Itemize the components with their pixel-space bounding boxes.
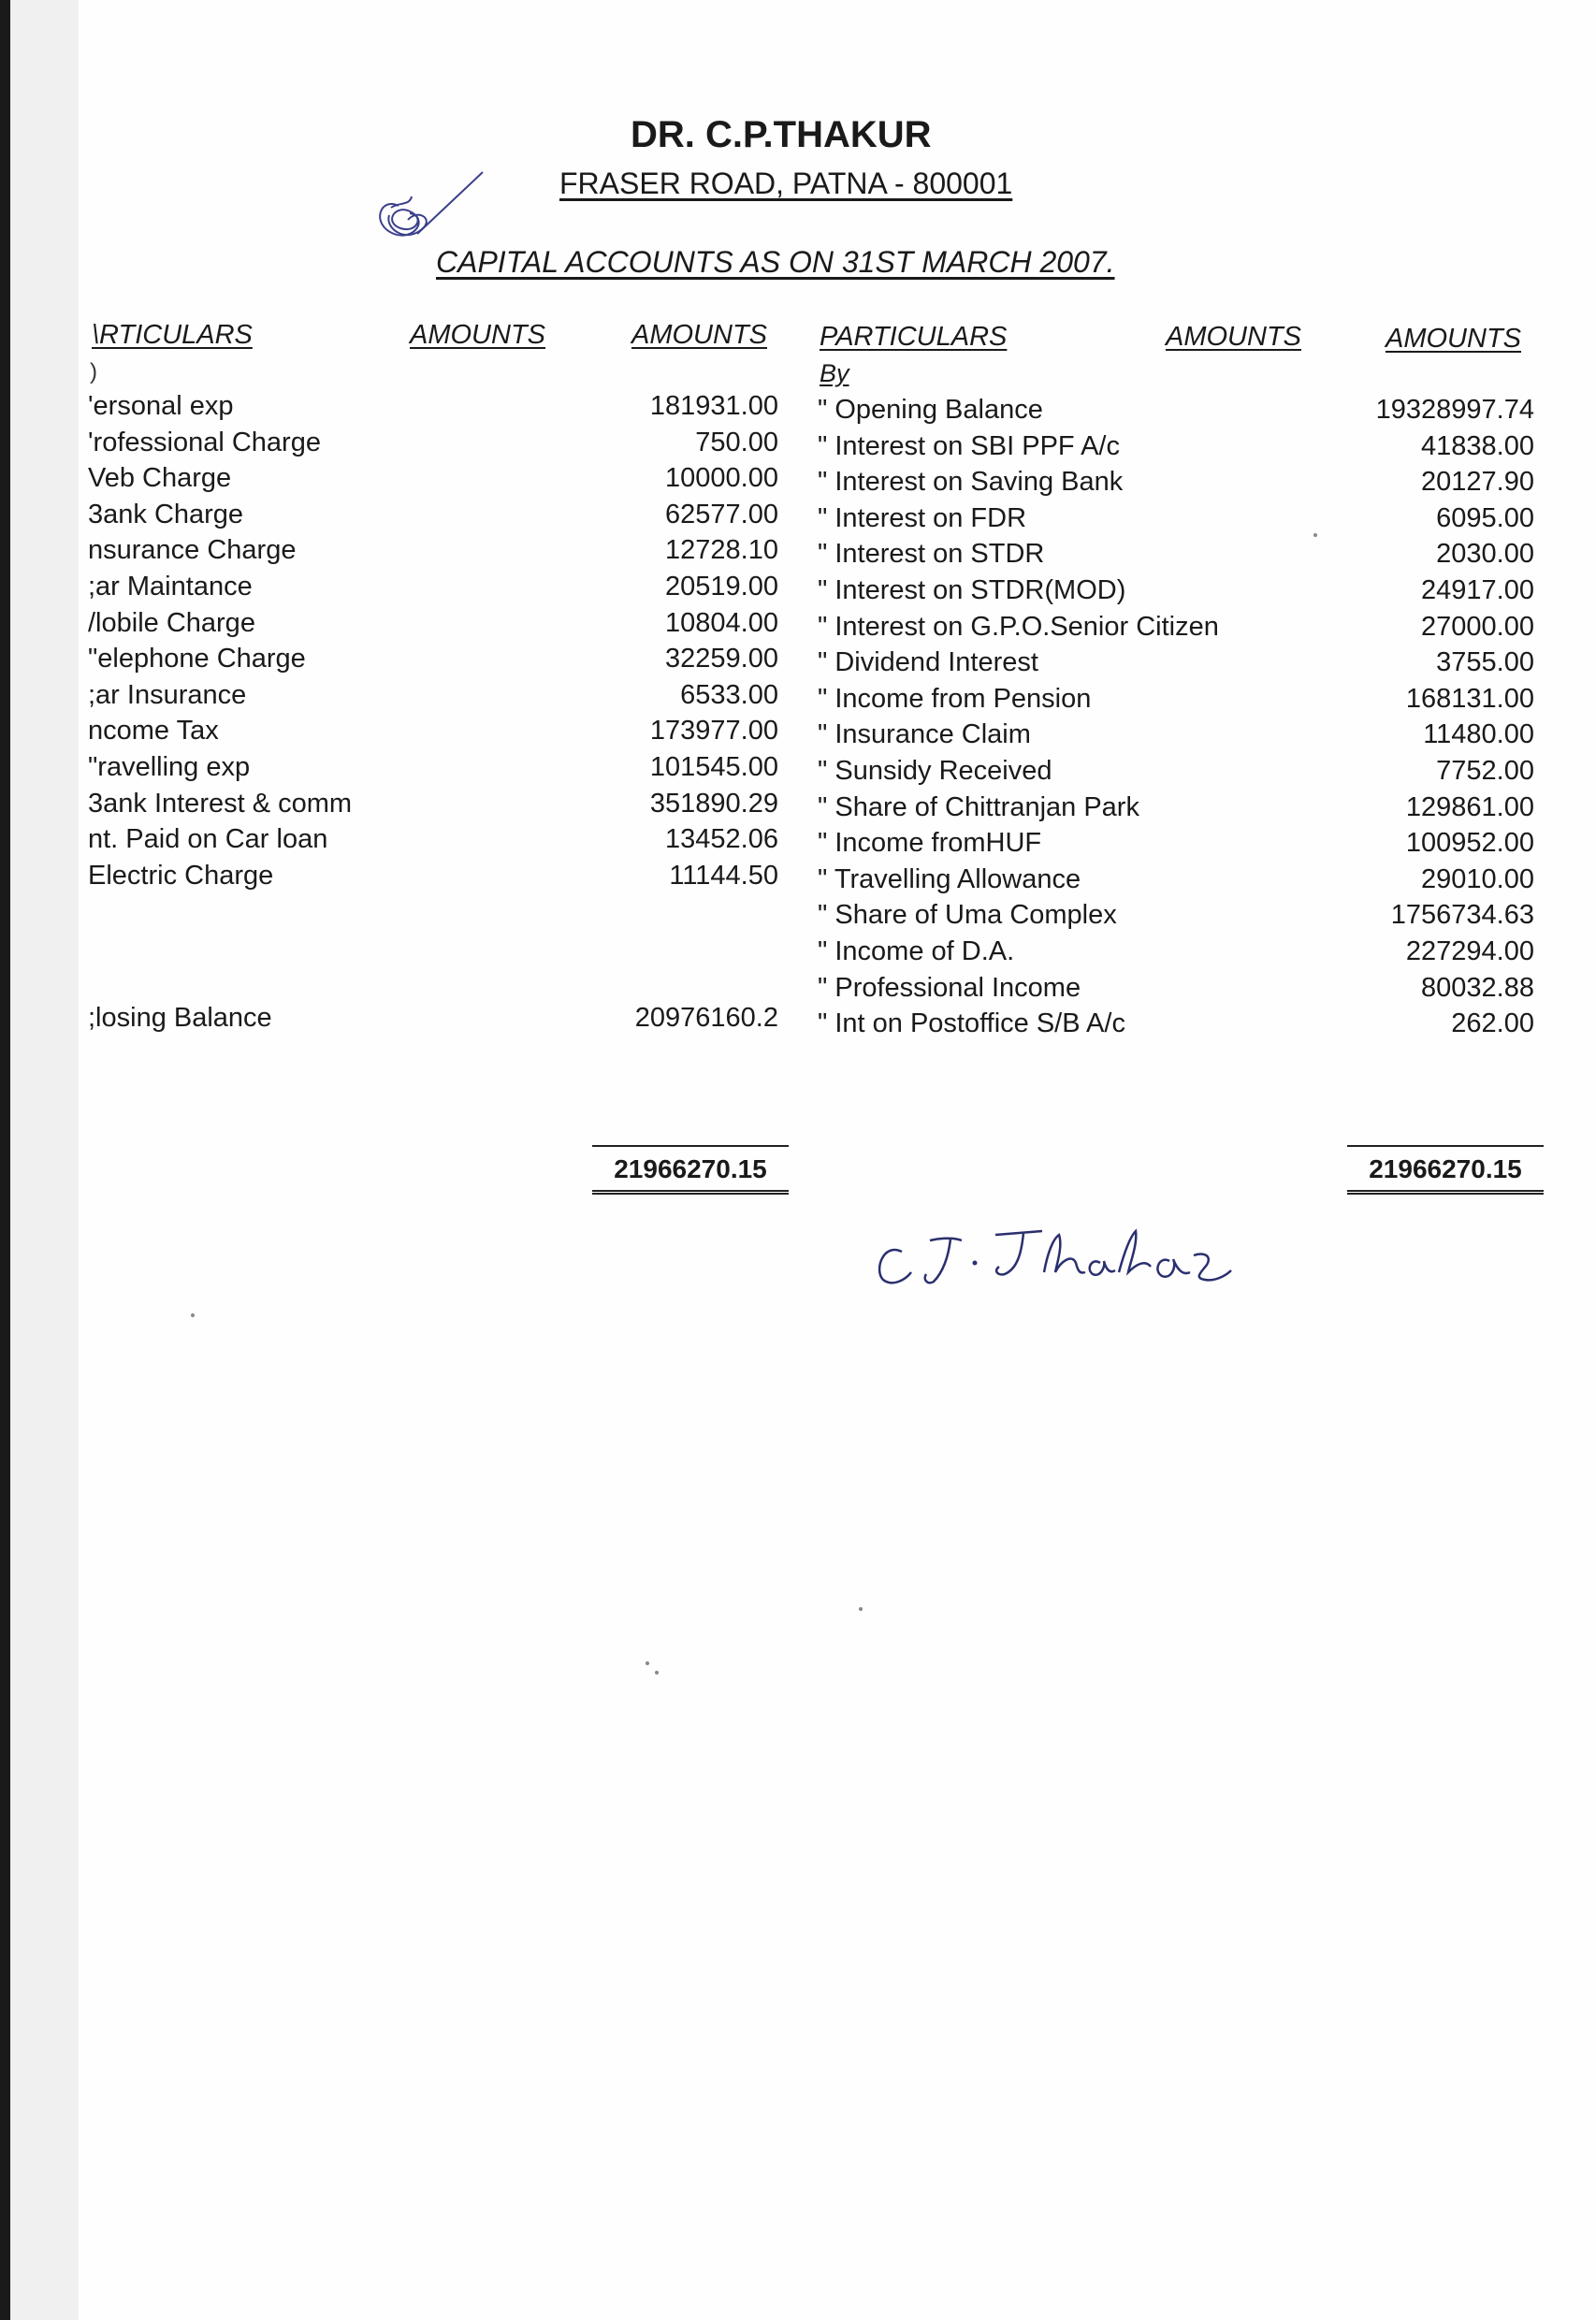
address: FRASER ROAD, PATNA - 800001 [559,167,1013,200]
credit-row-label: " Interest on SBI PPF A/c [818,430,1120,461]
debit-row-label: "ravelling exp [88,752,251,782]
credit-row-amount: 20127.90 [1421,467,1534,498]
credit-row-amount: 100952.00 [1405,828,1534,859]
initials-signature-mark [342,168,492,262]
credit-row [79,647,1534,683]
credit-row-label: " Share of Chittranjan Park [818,791,1139,822]
debit-row-amount: 13452.06 [665,824,778,855]
credit-row [79,936,1534,972]
debit-row-label: nt. Paid on Car loan [88,824,328,855]
credit-row-amount: 129861.00 [1405,791,1534,822]
credit-row-amount: 1756734.63 [1390,900,1534,931]
credit-row-amount: 7752.00 [1436,756,1534,786]
scan-speck [191,1313,195,1317]
debit-row-amount: 750.00 [695,427,778,457]
credit-row [79,395,1534,430]
credit-row [79,719,1534,755]
credit-row-label: " Dividend Interest [818,647,1038,678]
credit-row-amount: 24917.00 [1421,575,1534,605]
credit-row-label: " Share of Uma Complex [818,900,1117,931]
scan-left-strip [0,0,79,2320]
credit-row-amount: 80032.88 [1421,972,1534,1003]
credit-row [79,864,1534,900]
credit-row [79,756,1534,791]
credit-row-amount: 2030.00 [1436,539,1534,570]
debit-row-amount: 20519.00 [665,572,778,602]
left-amounts-header-1: AMOUNTS [410,320,545,350]
credit-row-amount: 227294.00 [1405,936,1534,966]
right-amounts-header-1: AMOUNTS [1166,322,1301,352]
credit-row [79,612,1534,647]
credit-row-label: " Income of D.A. [818,936,1015,966]
credit-row-label: " Sunsidy Received [818,756,1052,786]
debit-row-amount: 12728.10 [665,535,778,566]
debit-row-label: 3ank Interest & comm [88,788,353,819]
debit-row-amount: 32259.00 [665,644,778,674]
debit-row-label: ;ar Maintance [88,572,253,602]
scan-speck [1313,533,1317,537]
debit-row-amount: 10000.00 [665,463,778,494]
doctor-name: DR. C.P.THAKUR [631,114,932,155]
closing-balance-amount: 20976160.2 [634,1003,778,1033]
debit-row-label: nsurance Charge [88,535,297,566]
credit-row-amount: 41838.00 [1421,430,1534,461]
credit-row [79,684,1534,719]
credit-row-amount: 6095.00 [1436,502,1534,533]
debit-row-amount: 181931.00 [649,391,778,421]
credit-row-label: " Income from Pension [818,683,1092,714]
scan-speck [646,1661,649,1665]
debit-row-label: Veb Charge [88,463,232,494]
by-label: By [820,359,849,387]
credit-row [79,900,1534,935]
credit-row-label: " Interest on FDR [818,502,1027,533]
debit-row-label: 3ank Charge [88,499,244,529]
debit-row-amount: 11144.50 [669,860,778,891]
document-title: CAPITAL ACCOUNTS AS ON 31ST MARCH 2007. [436,245,1115,279]
credit-row-amount: 27000.00 [1421,611,1534,642]
right-total: 21966270.15 [1347,1145,1544,1195]
credit-row [79,792,1534,828]
document-page [79,0,1596,2320]
credit-row [79,467,1534,502]
credit-row [79,539,1534,574]
scan-speck [859,1607,863,1611]
credit-row [79,828,1534,863]
debit-row-amount: 173977.00 [649,716,778,747]
credit-row [79,575,1534,611]
left-particulars-header: \RTICULARS [92,320,253,350]
credit-row-label: " Interest on G.P.O.Senior Citizen [818,611,1219,642]
credit-row-label: " Opening Balance [818,395,1043,425]
debit-row-label: ncome Tax [88,716,219,747]
debit-row-label: 'rofessional Charge [88,427,321,457]
debit-row-label: Electric Charge [88,860,274,891]
closing-balance-row [79,1003,778,1038]
handwritten-signature [864,1214,1313,1308]
debit-row-amount: 62577.00 [665,499,778,529]
credit-row-amount: 29010.00 [1421,863,1534,894]
credit-row-label: " Travelling Allowance [818,863,1081,894]
debit-row-amount: 6533.00 [680,679,778,710]
credit-row-label: " Interest on STDR [818,539,1045,570]
credit-row-amount: 262.00 [1451,1008,1534,1039]
scan-edge [0,0,10,2320]
debit-row-label: 'ersonal exp [88,391,234,421]
credit-row-amount: 19328997.74 [1375,395,1534,425]
credit-row-label: " Interest on STDR(MOD) [818,575,1126,605]
debit-row-label: /lobile Charge [88,607,255,638]
debit-row-amount: 10804.00 [665,607,778,638]
credit-row-label: " Int on Postoffice S/B A/c [818,1008,1125,1039]
right-amounts-header-2: AMOUNTS [1386,324,1521,354]
debit-row-label: "elephone Charge [88,644,306,674]
credit-row-label: " Professional Income [818,972,1081,1003]
credit-row [79,431,1534,467]
left-amounts-header-2: AMOUNTS [631,320,767,350]
credit-row-amount: 3755.00 [1436,647,1534,678]
credit-row-amount: 11480.00 [1423,719,1534,750]
scan-speck [655,1671,659,1675]
closing-balance-label: ;losing Balance [88,1003,272,1033]
debit-row-amount: 351890.29 [649,788,778,819]
debit-row-label: ;ar Insurance [88,679,247,710]
credit-row-amount: 168131.00 [1405,683,1534,714]
to-label: ) [90,359,97,384]
credit-row-label: " Insurance Claim [818,719,1031,750]
credit-row-label: " Interest on Saving Bank [818,467,1124,498]
left-total: 21966270.15 [592,1145,789,1195]
credit-row-label: " Income fromHUF [818,828,1042,859]
right-particulars-header: PARTICULARS [820,322,1008,352]
debit-row-amount: 101545.00 [649,752,778,782]
